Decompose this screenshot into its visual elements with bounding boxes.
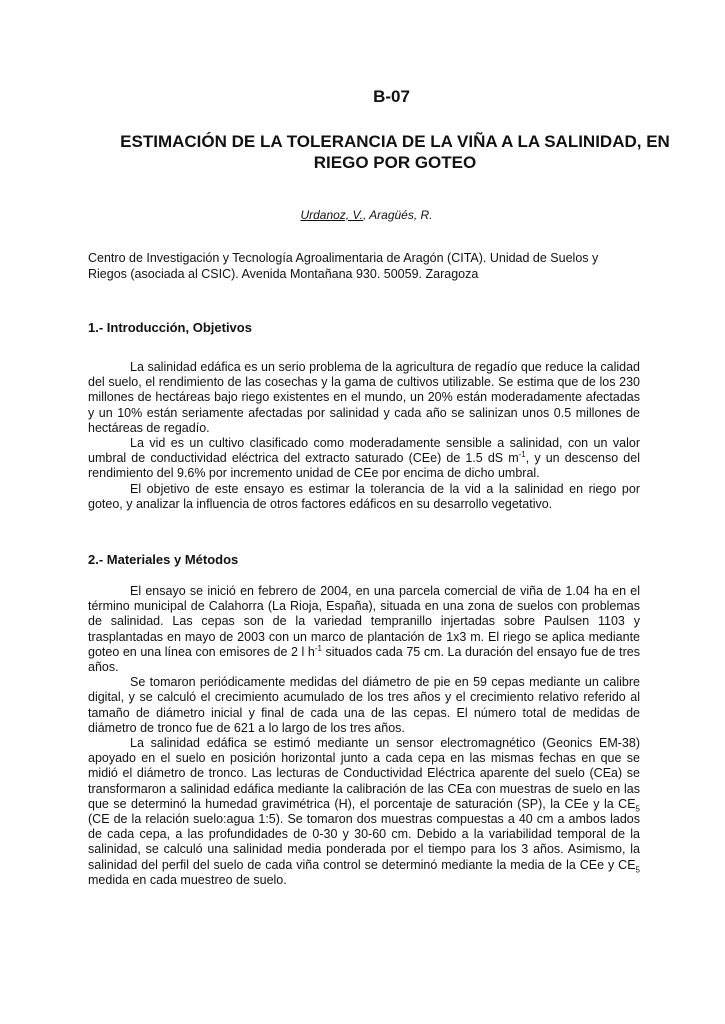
paragraph-text: La salinidad edáfica se estimó mediante un sensor electromagnético (Geonics EM-38) apoyado en el suelo en posición horizontal junto a cada cepa en las mismas fechas en que se midió el diámetro de tronco. Las lecturas de Conductividad Eléctrica aparente del suelo (CEa) se transformaron a salinidad edáfica mediante la calibración de las CEa con muestras de suelo en las que se determinó la humedad gravimétrica (H), el porcentaje de saturación (SP), la CEe y la CE bbox=[88, 736, 640, 811]
authors-line bbox=[0, 208, 725, 222]
paragraph-text: La vid es un cultivo clasificado como moderadamente sensible a salinidad, con un valor umbral de conductividad eléctrica del extracto saturado (CEe) de 1.5 dS m bbox=[88, 436, 640, 466]
paragraph-text: medida en cada muestreo de suelo. bbox=[88, 872, 287, 887]
other-authors: , Aragüés, R. bbox=[362, 208, 433, 222]
paragraph bbox=[88, 736, 640, 888]
paragraph bbox=[88, 584, 640, 675]
paragraph-text: , y un descenso del rendimiento del 9.6% por incremento unidad de CEe por encima de dicho umbral. bbox=[88, 451, 640, 481]
paragraph bbox=[88, 436, 640, 482]
section-body-introduction bbox=[88, 360, 640, 512]
affiliation: Centro de Investigación y Tecnología Agroalimentaria de Aragón (CITA). Unidad de Suelos y Riegos (asociada al CSIC). Avenida Montañana 930. 50059. Zaragoza bbox=[88, 251, 599, 281]
first-author: Urdanoz, V. bbox=[300, 208, 363, 222]
paper-title: ESTIMACIÓN DE LA TOLERANCIA DE LA VIÑA A LA SALINIDAD, EN RIEGO POR GOTEO bbox=[120, 132, 670, 172]
paragraph: El objetivo de este ensayo es estimar la tolerancia de la vid a la salinidad en riego por goteo, y analizar la influencia de otros factores edáficos en su desarrollo vegetativo. bbox=[88, 481, 640, 511]
paragraph: Se tomaron periódicamente medidas del diámetro de pie en 59 cepas mediante un calibre digital, y se calculó el crecimiento acumulado de los tres años y el crecimiento relativo referido al tamaño de diámetro inicial y final de cada una de las cepas. El número total de medidas de diámetro de tronco fue de 621 a lo largo de los tres años. bbox=[88, 675, 640, 735]
section-heading-methods: 2.- Materiales y Métodos bbox=[88, 552, 239, 567]
section-body-methods bbox=[88, 584, 640, 888]
subscript: 5 bbox=[635, 865, 640, 875]
superscript: -1 bbox=[518, 450, 526, 460]
subscript: 5 bbox=[635, 804, 640, 814]
paragraph-text: El ensayo se inició en febrero de 2004, en una parcela comercial de viña de 1.04 ha en el término municipal de Calahorra (La Rioja, España), situada en una zona de suelos con problemas de salinidad. Las cepas son de la variedad tempranillo injertadas sobre Paulsen 1103 y trasplantadas en mayo de 2003 con un marco de plantación de 1x3 m. El riego se aplica mediante goteo en una línea con emisores de 2 l h bbox=[88, 584, 640, 659]
paragraph-text: (CE de la relación suelo:agua 1:5). Se tomaron dos muestras compuestas a 40 cm a ambos lados de cada cepa, a las profundidades de 0-30 y 30-60 cm. Debido a la variabilidad temporal de la salinidad, se calculó una salinidad media ponderada por el tiempo para los 3 años. Asimismo, la salinidad del perfil del suelo de cada viña control se determinó mediante la media de la CEe y CE bbox=[88, 812, 640, 872]
paper-code: B-07 bbox=[373, 87, 410, 106]
section-heading-introduction: 1.- Introducción, Objetivos bbox=[88, 320, 252, 335]
superscript: -1 bbox=[314, 643, 322, 653]
paragraph: La salinidad edáfica es un serio problema de la agricultura de regadío que reduce la calidad del suelo, el rendimiento de las cosechas y la gama de cultivos utilizable. Se estima que de los 230 millones de hectáreas bajo riego existentes en el mundo, un 20% están moderadamente afectadas y un 10% están seriamente afectadas por salinidad y cada año se salinizan unos 0.5 millones de hectáreas de regadío. bbox=[88, 360, 640, 435]
paragraph-text: situados cada 75 cm. La duración del ensayo fue de tres años. bbox=[88, 644, 640, 675]
